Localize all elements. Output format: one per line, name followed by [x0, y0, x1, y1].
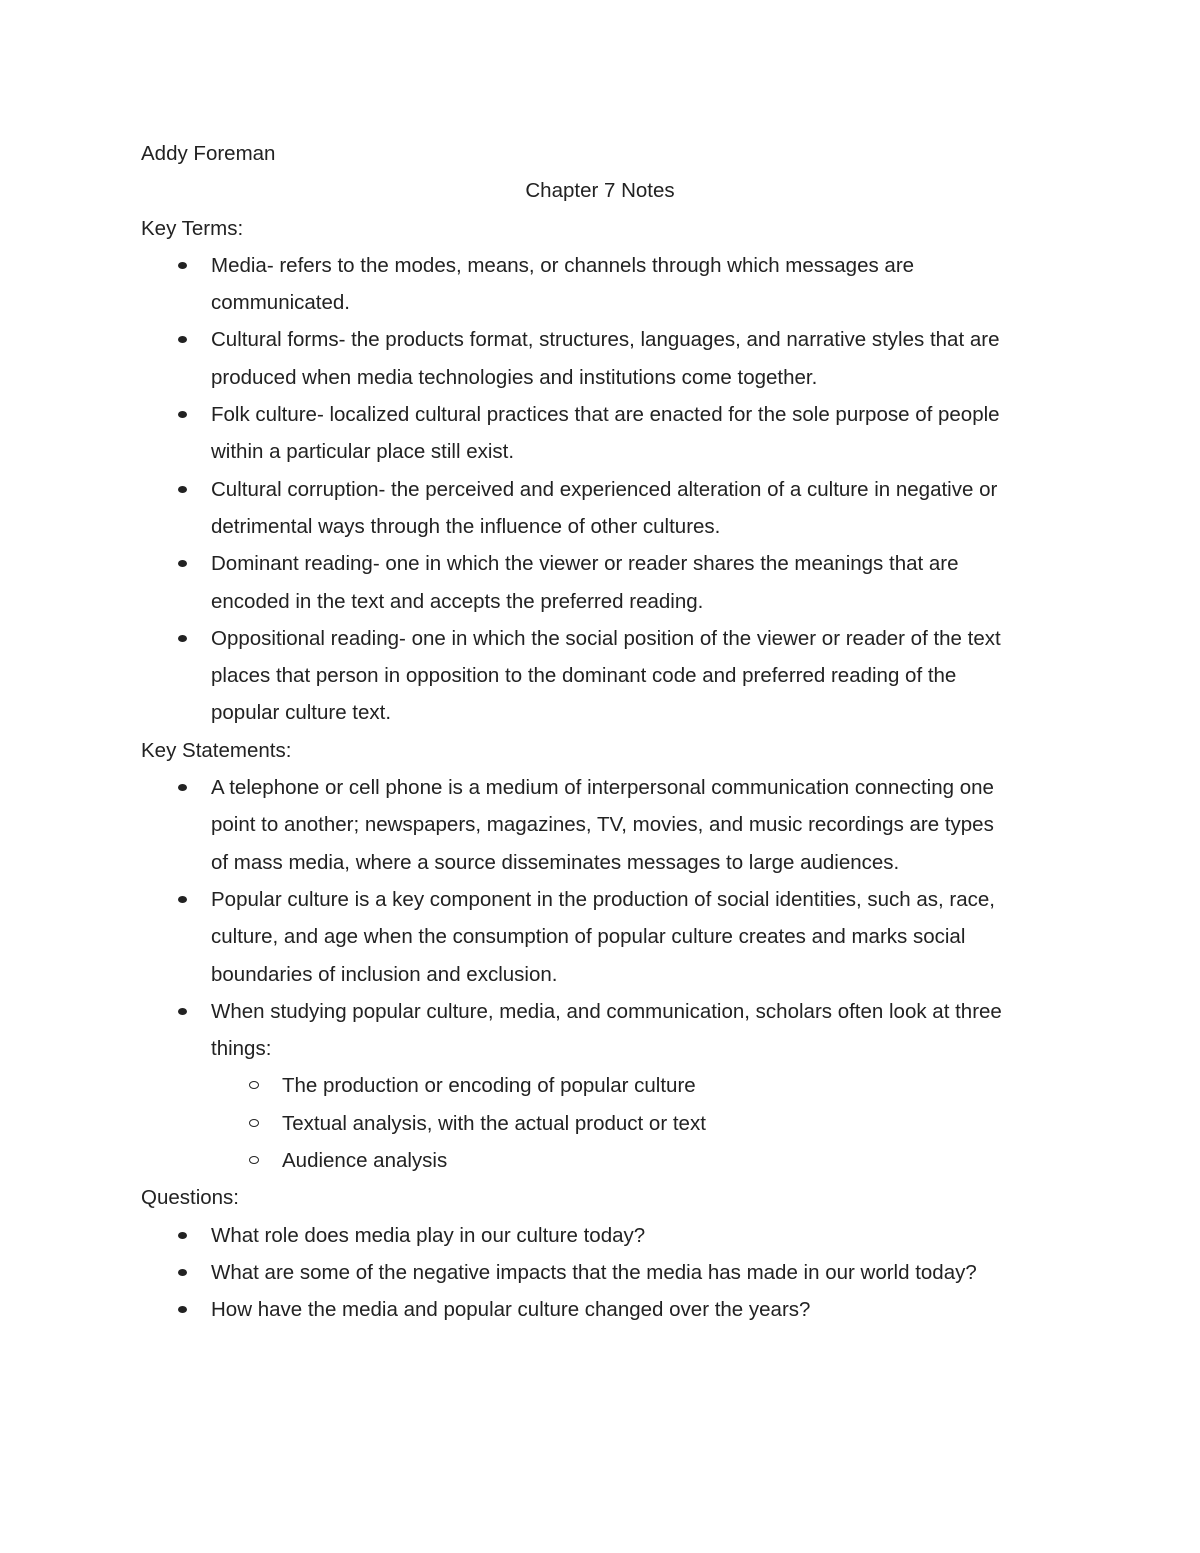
list-item-text: Dominant reading- one in which the viewer or reader shares the meanings that are [211, 552, 959, 576]
bullet-icon [178, 1008, 187, 1015]
list-item [141, 620, 1051, 732]
document-page [141, 135, 1051, 1329]
list-item [141, 247, 1051, 322]
list-item [141, 769, 1051, 881]
bullet-icon [178, 784, 187, 791]
list-item [141, 321, 1051, 396]
sub-list-item-text: Textual analysis, with the actual product or text [282, 1111, 706, 1135]
list-item-text: Media- refers to the modes, means, or channels through which messages are [211, 253, 915, 277]
sub-list-item [141, 1142, 1051, 1179]
list-item-text: within a particular place still exist. [211, 440, 515, 464]
list-item-text: boundaries of inclusion and exclusion. [211, 962, 558, 986]
bullet-icon [178, 1232, 187, 1239]
author-name: Addy Foreman [141, 142, 276, 165]
key-statements-sublist [141, 1067, 1051, 1179]
bullet-icon [178, 896, 187, 903]
key-statements-list [141, 769, 1051, 1067]
hollow-bullet-icon [249, 1081, 259, 1089]
list-item [141, 1254, 1051, 1291]
list-item [141, 993, 1051, 1068]
list-item-text: culture, and age when the consumption of popular culture creates and marks social [211, 925, 966, 949]
list-item-text: places that person in opposition to the dominant code and preferred reading of the [211, 664, 957, 688]
sub-list-item-text: The production or encoding of popular culture [282, 1074, 696, 1098]
bullet-icon [178, 411, 187, 418]
key-terms-list [141, 247, 1051, 732]
bullet-icon [178, 486, 187, 493]
key-statements-heading: Key Statements: [141, 738, 292, 762]
bullet-icon [178, 560, 187, 567]
key-terms-heading: Key Terms: [141, 216, 244, 240]
bullet-icon [178, 336, 187, 343]
list-item [141, 396, 1051, 471]
list-item-text: things: [211, 1037, 272, 1061]
list-item-text: communicated. [211, 291, 351, 315]
list-item-text: encoded in the text and accepts the preferred reading. [211, 589, 704, 613]
questions-heading: Questions: [141, 1186, 239, 1210]
list-item-text: of mass media, where a source disseminates messages to large audiences. [211, 850, 900, 874]
list-item-text: detrimental ways through the influence of other cultures. [211, 514, 721, 538]
list-item-text: point to another; newspapers, magazines, TV, movies, and music recordings are types [211, 813, 994, 837]
sub-list-item [141, 1105, 1051, 1142]
list-item-text: produced when media technologies and institutions come together. [211, 365, 818, 389]
bullet-icon [178, 635, 187, 642]
list-item [141, 545, 1051, 620]
list-item-text: popular culture text. [211, 701, 392, 725]
list-item-text: Oppositional reading- one in which the social position of the viewer or reader of the text [211, 626, 1001, 650]
sub-list-item [141, 1067, 1051, 1104]
list-item-text: What role does media play in our culture today? [211, 1223, 646, 1247]
list-item-text: How have the media and popular culture changed over the years? [211, 1298, 811, 1322]
list-item [141, 1217, 1051, 1254]
list-item [141, 881, 1051, 993]
bullet-icon [178, 1306, 187, 1313]
questions-list [141, 1217, 1051, 1329]
list-item-text: When studying popular culture, media, and communication, scholars often look at three [211, 999, 1002, 1023]
list-item-text: What are some of the negative impacts that the media has made in our world today? [211, 1260, 977, 1284]
hollow-bullet-icon [249, 1156, 259, 1164]
list-item-text: Cultural forms- the products format, structures, languages, and narrative styles that are [211, 328, 1000, 352]
hollow-bullet-icon [249, 1119, 259, 1127]
list-item-text: Folk culture- localized cultural practices that are enacted for the sole purpose of people [211, 403, 1000, 427]
list-item-text: A telephone or cell phone is a medium of interpersonal communication connecting one [211, 776, 994, 800]
list-item-text: Cultural corruption- the perceived and experienced alteration of a culture in negative or [211, 477, 998, 501]
list-item [141, 471, 1051, 546]
sub-list-item-text: Audience analysis [282, 1149, 448, 1173]
list-item-text: Popular culture is a key component in the production of social identities, such as, race, [211, 887, 995, 911]
bullet-icon [178, 262, 187, 269]
list-item [141, 1291, 1051, 1328]
bullet-icon [178, 1269, 187, 1276]
document-title: Chapter 7 Notes [525, 179, 675, 203]
